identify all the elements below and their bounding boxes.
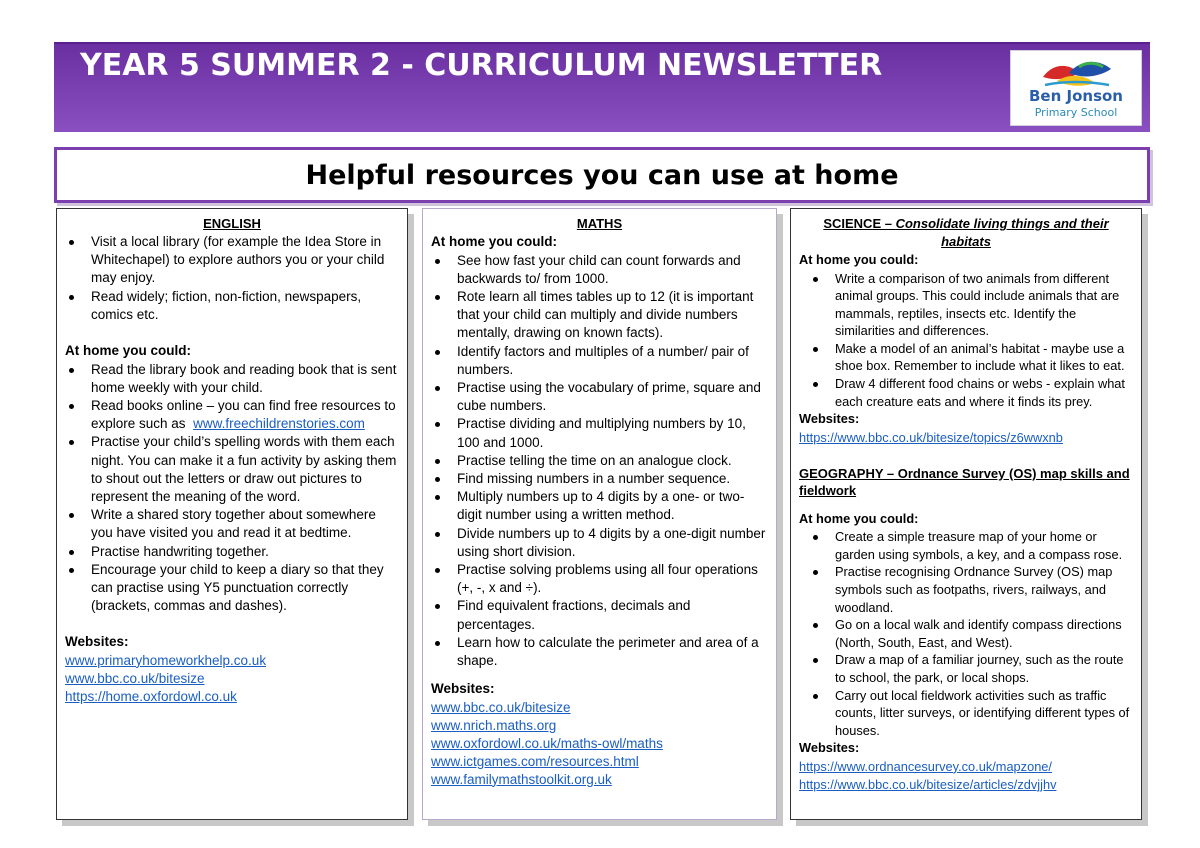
maths-at-home-label: At home you could: bbox=[431, 234, 557, 249]
list-item: Practise handwriting together. bbox=[65, 543, 399, 561]
science-websites-label: Websites: bbox=[799, 411, 860, 427]
website-link[interactable]: www.oxfordowl.co.uk/maths-owl/maths bbox=[431, 735, 663, 751]
fish-logo-icon bbox=[1039, 55, 1115, 89]
list-item: Practise telling the time on an analogue clock. bbox=[431, 452, 768, 470]
list-item: Draw a map of a familiar journey, such as the route to school, the park, or local shops. bbox=[799, 651, 1133, 686]
list-item: Encourage your child to keep a diary so that they can practise using Y5 punctuation correctly (brackets, commas and dashes). bbox=[65, 561, 399, 616]
geography-heading: GEOGRAPHY – Ordnance Survey (OS) map skills and fieldwork bbox=[799, 465, 1130, 499]
list-item: Practise your child’s spelling words with them each night. You can make it a fun activity by asking them to shout out the letters or draw out pictures to represent the meaning of the word. bbox=[65, 433, 399, 506]
list-item: Read the library book and reading book that is sent home weekly with your child. bbox=[65, 361, 399, 397]
website-link[interactable]: https://home.oxfordowl.co.uk bbox=[65, 688, 237, 704]
list-item: Learn how to calculate the perimeter and area of a shape. bbox=[431, 634, 768, 670]
english-heading: ENGLISH bbox=[203, 216, 261, 231]
website-link[interactable]: www.nrich.maths.org bbox=[431, 717, 557, 733]
website-link[interactable]: www.primaryhomeworkhelp.co.uk bbox=[65, 652, 267, 668]
maths-column bbox=[422, 208, 777, 820]
list-item: Find equivalent fractions, decimals and percentages. bbox=[431, 597, 768, 633]
list-item: Find missing numbers in a number sequence. bbox=[431, 470, 768, 488]
website-link[interactable]: www.bbc.co.uk/bitesize bbox=[65, 670, 205, 686]
website-link[interactable]: https://www.bbc.co.uk/bitesize/topics/z6wwxnb bbox=[799, 429, 1063, 445]
list-item: Go on a local walk and identify compass directions (North, South, East, and West). bbox=[799, 616, 1133, 651]
science-heading-topic: Consolidate living things and their habitats bbox=[895, 216, 1109, 249]
science-geography-column bbox=[790, 208, 1142, 820]
maths-websites-label: Websites: bbox=[431, 681, 495, 697]
page-subtitle: Helpful resources you can use at home bbox=[305, 160, 899, 191]
english-at-home-label: At home you could: bbox=[65, 343, 191, 359]
science-at-home-label: At home you could: bbox=[799, 252, 919, 267]
list-item: Identify factors and multiples of a number/ pair of numbers. bbox=[431, 343, 768, 379]
list-item: Carry out local fieldwork activities such as traffic counts, litter surveys, or identifying different types of houses. bbox=[799, 687, 1133, 740]
list-item: Divide numbers up to 4 digits by a one-digit number using short division. bbox=[431, 525, 768, 561]
list-item: Multiply numbers up to 4 digits by a one- or two-digit number using a written method. bbox=[431, 488, 768, 524]
logo-school-type: Primary School bbox=[1034, 106, 1118, 119]
newsletter-title: YEAR 5 SUMMER 2 - CURRICULUM NEWSLETTER bbox=[80, 48, 883, 83]
website-link[interactable]: https://www.ordnancesurvey.co.uk/mapzone/ bbox=[799, 758, 1052, 774]
maths-activity-list bbox=[431, 252, 768, 671]
science-heading bbox=[799, 215, 1133, 251]
list-item: Write a comparison of two animals from different animal groups. This could include animals that are mammals, reptiles, insects etc. Identify the similarities and differences. bbox=[799, 270, 1133, 340]
list-item: See how fast your child can count forwards and backwards to/ from 1000. bbox=[431, 252, 768, 288]
list-item: Practise using the vocabulary of prime, square and cube numbers. bbox=[431, 379, 768, 415]
list-item: Create a simple treasure map of your home or garden using symbols, a key, and a compass rose. bbox=[799, 528, 1133, 563]
list-item: Read widely; fiction, non-fiction, newspapers, comics etc. bbox=[65, 288, 399, 324]
list-item: Practise solving problems using all four operations (+, -, x and ÷). bbox=[431, 561, 768, 597]
logo-school-name: Ben Jonson bbox=[1029, 87, 1123, 105]
list-item: Rote learn all times tables up to 12 (it is important that your child can multiply and divide numbers mentally, drawing on known facts). bbox=[431, 288, 768, 343]
freechildrenstories-link[interactable]: www.freechildrenstories.com bbox=[193, 416, 365, 432]
list-item-text: Read books online – you can find free resources to explore such as bbox=[91, 397, 396, 432]
list-item: Practise recognising Ordnance Survey (OS) map symbols such as footpaths, rivers, railways, and woodland. bbox=[799, 563, 1133, 616]
geography-at-home-label: At home you could: bbox=[799, 510, 919, 526]
website-link[interactable]: www.ictgames.com/resources.html bbox=[431, 753, 639, 769]
website-link[interactable]: www.familymathstoolkit.org.uk bbox=[431, 771, 612, 787]
subtitle-box bbox=[54, 147, 1150, 203]
geography-activity-list bbox=[799, 528, 1133, 739]
list-item: Write a shared story together about somewhere you have visited you and read it at bedtime. bbox=[65, 506, 399, 542]
school-logo bbox=[1010, 50, 1142, 126]
list-item: Draw 4 different food chains or webs - explain what each creature eats and where it finds its prey. bbox=[799, 375, 1133, 410]
science-activity-list bbox=[799, 270, 1133, 411]
list-item: Practise dividing and multiplying numbers by 10, 100 and 1000. bbox=[431, 415, 768, 451]
list-item: Make a model of an animal’s habitat - maybe use a shoe box. Remember to include what it likes to eat. bbox=[799, 340, 1133, 375]
english-intro-list bbox=[65, 233, 399, 324]
english-activity-list bbox=[65, 361, 399, 616]
english-column bbox=[56, 208, 408, 820]
geography-websites-label: Websites: bbox=[799, 740, 860, 756]
website-link[interactable]: https://www.bbc.co.uk/bitesize/articles/zdvjjhv bbox=[799, 776, 1057, 792]
list-item bbox=[65, 397, 399, 433]
maths-heading: MATHS bbox=[576, 216, 623, 231]
list-item: Visit a local library (for example the Idea Store in Whitechapel) to explore authors you or your child may enjoy. bbox=[65, 233, 399, 288]
website-link[interactable]: www.bbc.co.uk/bitesize bbox=[431, 699, 571, 715]
english-websites-label: Websites: bbox=[65, 634, 129, 650]
science-heading-subject: SCIENCE – bbox=[823, 216, 896, 231]
